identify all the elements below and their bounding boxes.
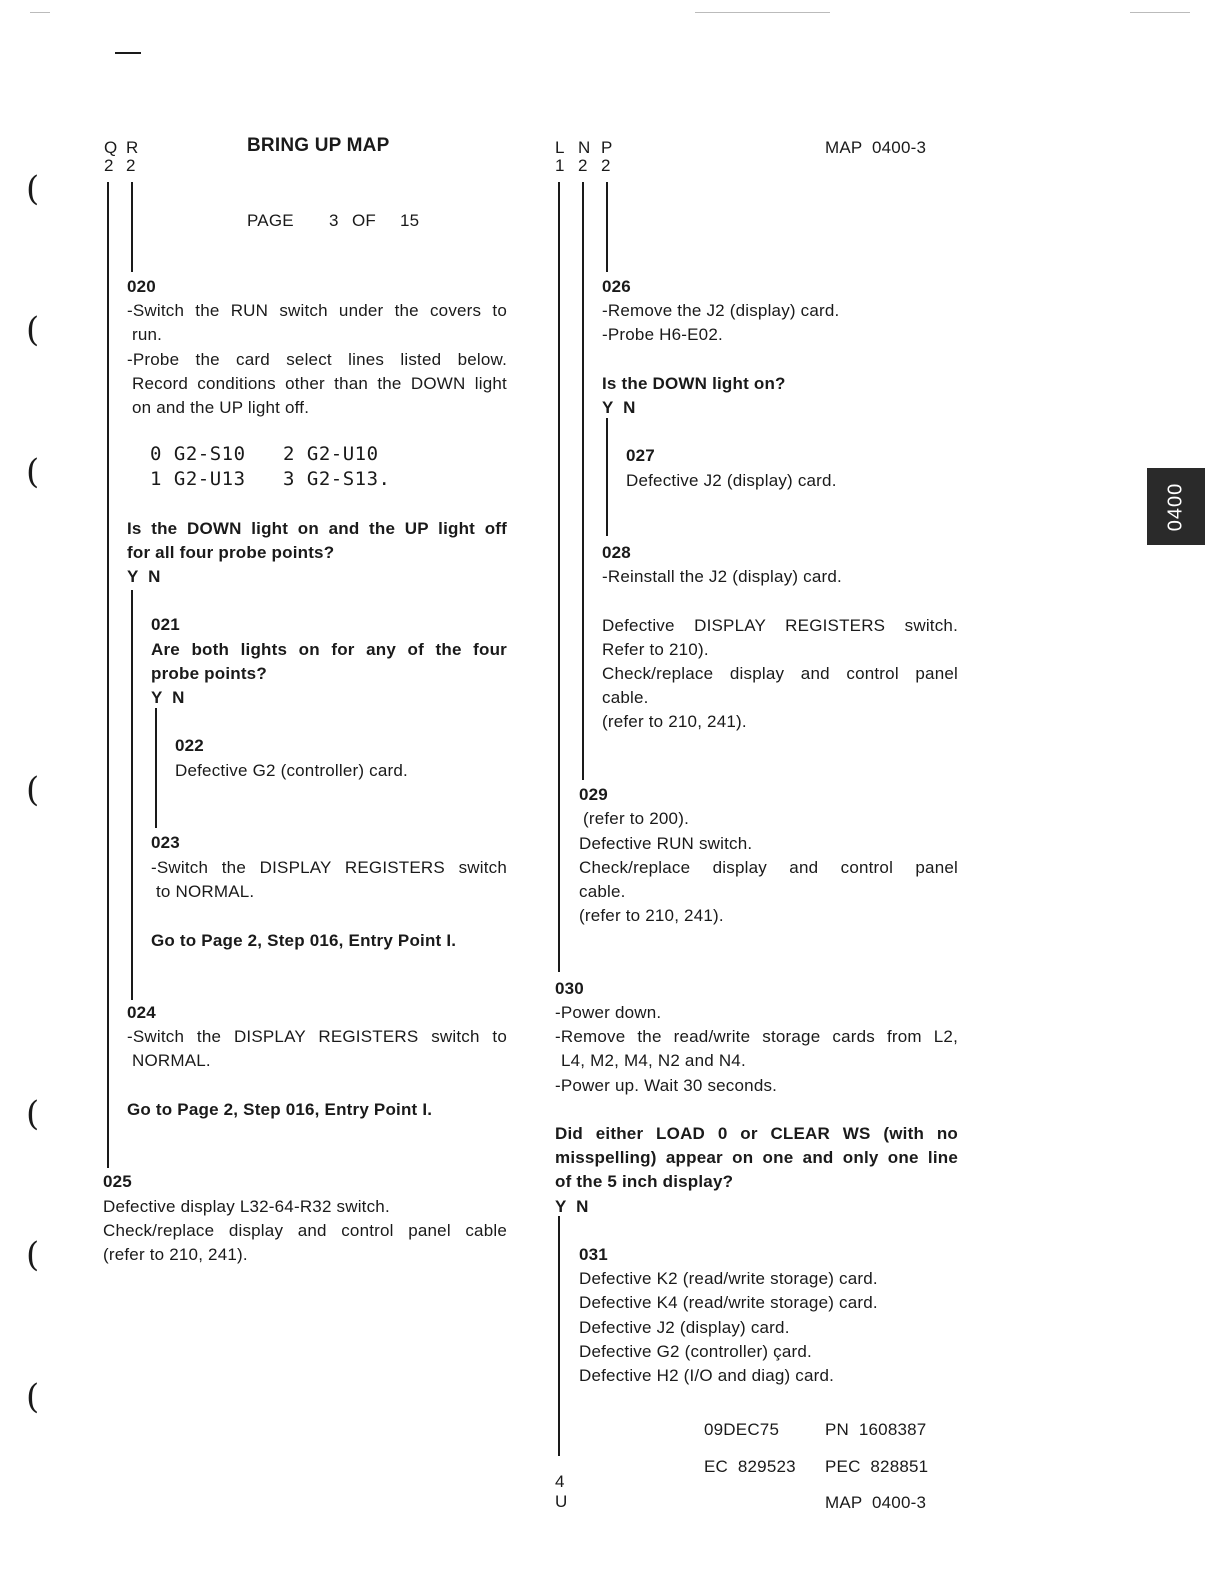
connector-n-num: 2 [578, 156, 588, 175]
instruction-line: Defective display L32-64-R32 switch. [103, 1197, 390, 1216]
binder-hole-mark: ( [26, 310, 40, 350]
page-word: PAGE [247, 211, 294, 230]
corner-mark [115, 52, 141, 54]
instruction-line: (refer to 210, 241). [103, 1245, 248, 1264]
connector-n: N [578, 138, 591, 157]
step-number: 026 [602, 277, 631, 296]
flow-line-r [131, 182, 133, 272]
step-number: 027 [626, 446, 655, 465]
decision-question: of the 5 inch display? [555, 1172, 734, 1191]
binder-hole-mark: ( [26, 452, 40, 492]
footer-map-id: MAP 0400-3 [825, 1493, 927, 1512]
step-number: 020 [127, 277, 156, 296]
instruction-line: Defective DISPLAY REGISTERS switch. [602, 616, 958, 635]
connector-l-num: 1 [555, 156, 565, 175]
footer-ec: EC 829523 [704, 1457, 796, 1476]
instruction-line: (refer to 210, 241). [579, 906, 724, 925]
step-number: 021 [151, 615, 180, 634]
map-id: MAP 0400-3 [825, 138, 927, 157]
instruction-line: -Switch the DISPLAY REGISTERS switch [151, 858, 507, 877]
page-total: 15 [400, 211, 420, 230]
instruction-line: Defective J2 (display) card. [579, 1318, 790, 1337]
top-rule [695, 12, 830, 13]
flow-line-n [582, 182, 584, 780]
decision-question: Did either LOAD 0 or CLEAR WS (with no [555, 1124, 958, 1143]
instruction-line: -Reinstall the J2 (display) card. [602, 567, 842, 586]
flow-line-021-y [155, 708, 157, 828]
top-rule [1130, 12, 1190, 13]
footer-pec: PEC 828851 [825, 1457, 929, 1476]
instruction-line: cable. [602, 688, 649, 707]
flow-line-l [558, 182, 560, 972]
connector-p-num: 2 [601, 156, 611, 175]
flow-line-020-y [131, 590, 133, 1000]
instruction-line: Defective K4 (read/write storage) card. [579, 1293, 878, 1312]
step-number: 031 [579, 1245, 608, 1264]
of-word: OF [352, 211, 377, 230]
instruction-line: to NORMAL. [156, 882, 255, 901]
probe-point: 0 G2-S10 [150, 443, 246, 465]
off-page-connector-num: 4 [555, 1472, 565, 1491]
instruction-line: -Switch the DISPLAY REGISTERS switch to [127, 1027, 507, 1046]
decision-question: Is the DOWN light on? [602, 374, 786, 393]
step-number: 025 [103, 1172, 132, 1191]
step-number: 029 [579, 785, 608, 804]
top-rule [30, 12, 50, 13]
instruction-line: on and the UP light off. [132, 398, 310, 417]
connector-q-num: 2 [104, 156, 114, 175]
connector-l: L [555, 138, 565, 157]
instruction-line: Refer to 210). [602, 640, 709, 659]
step-number: 023 [151, 833, 180, 852]
flow-line-030-y [558, 1216, 560, 1456]
step-number: 024 [127, 1003, 156, 1022]
page-number: 3 [329, 211, 339, 230]
decision-question: for all four probe points? [127, 543, 335, 562]
binder-hole-mark: ( [26, 1094, 40, 1134]
connector-r: R [126, 138, 139, 157]
probe-point: 3 G2-S13. [283, 468, 391, 490]
instruction-line: Check/replace display and control panel cable [103, 1221, 507, 1240]
binder-hole-mark: ( [26, 169, 40, 209]
section-tab-label: 0400 [1164, 482, 1187, 531]
yes-no-label: Y N [555, 1197, 589, 1216]
flow-line-026-y [606, 418, 608, 536]
section-tab [1147, 468, 1205, 545]
footer-part-number: PN 1608387 [825, 1420, 927, 1439]
off-page-connector-letter: U [555, 1492, 568, 1511]
instruction-line: -Switch the RUN switch under the covers to [127, 301, 507, 320]
footer-date: 09DEC75 [704, 1420, 780, 1439]
decision-question: Are both lights on for any of the four [151, 640, 507, 659]
instruction-line: Defective K2 (read/write storage) card. [579, 1269, 878, 1288]
instruction-line: (refer to 210, 241). [602, 712, 747, 731]
page-title: BRING UP MAP [247, 135, 390, 156]
probe-point: 1 G2-U13 [150, 468, 246, 490]
instruction-line: cable. [579, 882, 626, 901]
step-number: 022 [175, 736, 204, 755]
instruction-line: Defective H2 (I/O and diag) card. [579, 1366, 835, 1385]
instruction-line: Check/replace display and control panel [602, 664, 958, 683]
instruction-line: run. [132, 325, 163, 344]
flow-line-q [107, 182, 109, 1168]
decision-question: misspelling) appear on one and only one line [555, 1148, 958, 1167]
instruction-line: -Probe H6-E02. [602, 325, 723, 344]
decision-question: probe points? [151, 664, 267, 683]
yes-no-label: Y N [602, 398, 636, 417]
probe-point: 2 G2-U10 [283, 443, 379, 465]
instruction-line: L4, M2, M4, N2 and N4. [561, 1051, 746, 1070]
instruction-line: -Remove the J2 (display) card. [602, 301, 840, 320]
goto-instruction: Go to Page 2, Step 016, Entry Point I. [151, 931, 457, 950]
instruction-line: Defective G2 (controller) çard. [579, 1342, 812, 1361]
instruction-line: -Probe the card select lines listed below. [127, 350, 507, 369]
binder-hole-mark: ( [26, 1377, 40, 1417]
binder-hole-mark: ( [26, 1235, 40, 1275]
instruction-line: Check/replace display and control panel [579, 858, 958, 877]
connector-q: Q [104, 138, 118, 157]
instruction-line: Defective J2 (display) card. [626, 471, 837, 490]
instruction-line: (refer to 200). [583, 809, 689, 828]
yes-no-label: Y N [127, 567, 161, 586]
instruction-line: -Power down. [555, 1003, 662, 1022]
binder-hole-mark: ( [26, 770, 40, 810]
connector-p: P [601, 138, 613, 157]
instruction-line: NORMAL. [132, 1051, 211, 1070]
decision-question: Is the DOWN light on and the UP light off [127, 519, 507, 538]
instruction-line: Record conditions other than the DOWN light [132, 374, 507, 393]
flow-line-p [606, 182, 608, 272]
goto-instruction: Go to Page 2, Step 016, Entry Point I. [127, 1100, 433, 1119]
instruction-line: Defective G2 (controller) card. [175, 761, 408, 780]
connector-r-num: 2 [126, 156, 136, 175]
yes-no-label: Y N [151, 688, 185, 707]
step-number: 028 [602, 543, 631, 562]
instruction-line: -Power up. Wait 30 seconds. [555, 1076, 778, 1095]
instruction-line: Defective RUN switch. [579, 834, 753, 853]
step-number: 030 [555, 979, 584, 998]
instruction-line: -Remove the read/write storage cards from L2, [555, 1027, 958, 1046]
